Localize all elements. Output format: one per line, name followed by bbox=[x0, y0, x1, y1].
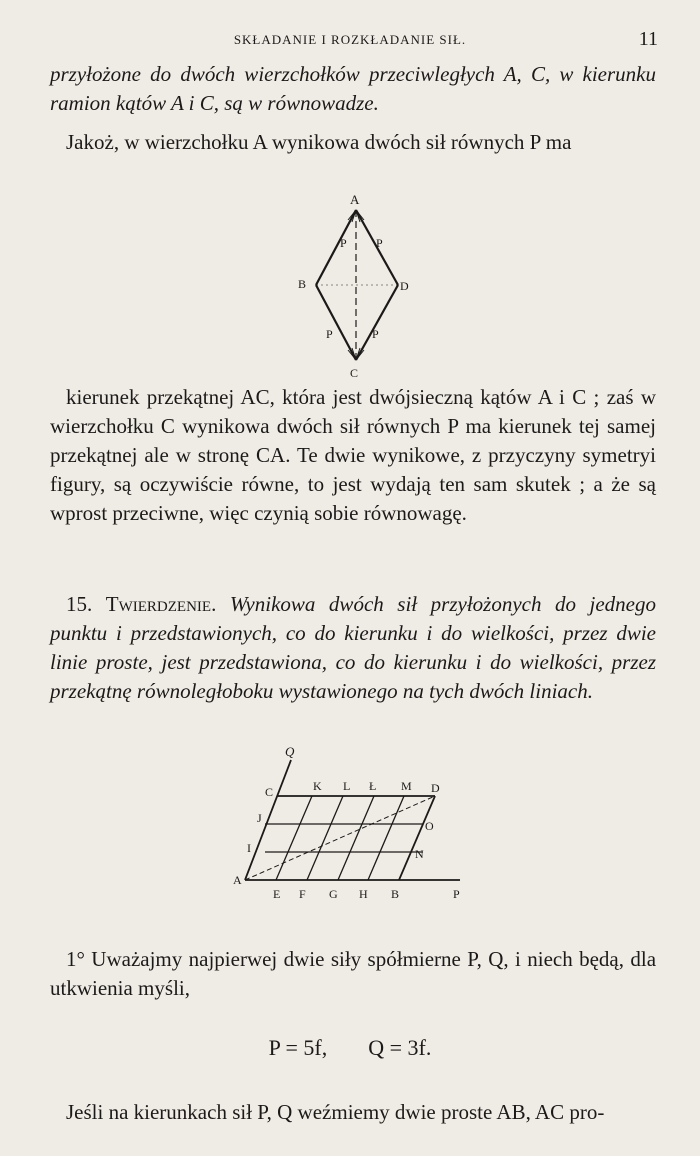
label-i: I bbox=[247, 841, 251, 855]
item-number: 1° bbox=[66, 947, 85, 971]
label-p-upper-left: P bbox=[340, 236, 347, 250]
paragraph-4-text: Uważajmy najpierwej dwie siły spółmierne P, Q, i niech będą, dla utkwienia myśli, bbox=[50, 947, 657, 1000]
theorem-label: Twierdzenie. bbox=[105, 592, 217, 616]
label-k: K bbox=[313, 779, 322, 793]
grid-v4 bbox=[368, 796, 404, 880]
label-l: L bbox=[343, 779, 351, 793]
label-c: C bbox=[265, 785, 274, 799]
label-l-stroke: Ł bbox=[369, 779, 377, 793]
rhombus-side-bc bbox=[316, 285, 356, 360]
label-b: B bbox=[298, 277, 307, 291]
theorem-text: Wynikowa dwóch sił przyłożonych do jednego punktu i przedstawionych, co do kierunku i do wielkości, przez dwie linie proste, jest przedstawiona, co do kierunku i do wielkości, przez przekątnę równoległoboku wystawionego na tych dwóch liniach. bbox=[50, 592, 657, 703]
formula bbox=[0, 1035, 700, 1061]
label-p: P bbox=[453, 887, 460, 901]
label-d: D bbox=[431, 781, 440, 795]
theorem-paragraph bbox=[50, 590, 656, 706]
rhombus-figure bbox=[280, 190, 430, 380]
theorem-number: 15. bbox=[66, 592, 93, 616]
paragraph-2: Jakoż, w wierzchołku A wynikowa dwóch sił równych P ma bbox=[66, 130, 572, 154]
label-f: F bbox=[299, 887, 306, 901]
label-a: A bbox=[350, 192, 360, 207]
label-o: O bbox=[425, 819, 434, 833]
label-q: Q bbox=[285, 744, 295, 759]
label-j: J bbox=[257, 811, 262, 825]
page-number: 11 bbox=[638, 28, 658, 50]
label-b: B bbox=[391, 887, 400, 901]
label-p-lower-left: P bbox=[326, 327, 333, 341]
label-h: H bbox=[359, 887, 368, 901]
paragraph-3: kierunek przekątnej AC, która jest dwójsieczną kątów A i C ; zaś w wierzchołku C wynikowa dwóch sił równych P ma kierunek tej samej przekątnej ale w stronę CA. Te dwie wynikowe, z przyczyny symetryi figury, są oczywiście równe, to jest wydają ten sam skutek ; a że są wprost przeciwne, więc czynią sobie równowagę. bbox=[50, 385, 656, 525]
running-title: SKŁADANIE I ROZKŁADANIE SIŁ. bbox=[233, 32, 467, 47]
label-a: A bbox=[233, 873, 242, 887]
grid-v3 bbox=[338, 796, 374, 880]
paragraph-4 bbox=[50, 945, 656, 1003]
rhombus-side-ab bbox=[316, 210, 356, 285]
paragraph-1: przyłożone do dwóch wierzchołków przeciwległych A, C, w kierunku ramion kątów A i C, są w równowadze. bbox=[50, 62, 656, 115]
label-g: G bbox=[329, 887, 338, 901]
label-m: M bbox=[401, 779, 412, 793]
paragraph-5: Jeśli na kierunkach sił P, Q weźmiemy dwie proste AB, AC pro- bbox=[66, 1100, 605, 1124]
rhombus-side-dc bbox=[356, 285, 398, 360]
label-n: N bbox=[415, 847, 424, 861]
parallelogram-figure bbox=[225, 740, 475, 910]
label-p-upper-right: P bbox=[376, 236, 383, 250]
label-e: E bbox=[273, 887, 281, 901]
formula-p: P = 5f, bbox=[268, 1035, 328, 1060]
grid-v2 bbox=[307, 796, 343, 880]
label-c: C bbox=[350, 366, 359, 380]
formula-q: Q = 3f. bbox=[368, 1035, 432, 1060]
page-header bbox=[0, 28, 700, 52]
label-d: D bbox=[400, 279, 409, 293]
line-bd bbox=[399, 796, 435, 880]
label-p-lower-right: P bbox=[372, 327, 379, 341]
grid-v1 bbox=[276, 796, 312, 880]
diagonal-ad bbox=[245, 796, 435, 880]
